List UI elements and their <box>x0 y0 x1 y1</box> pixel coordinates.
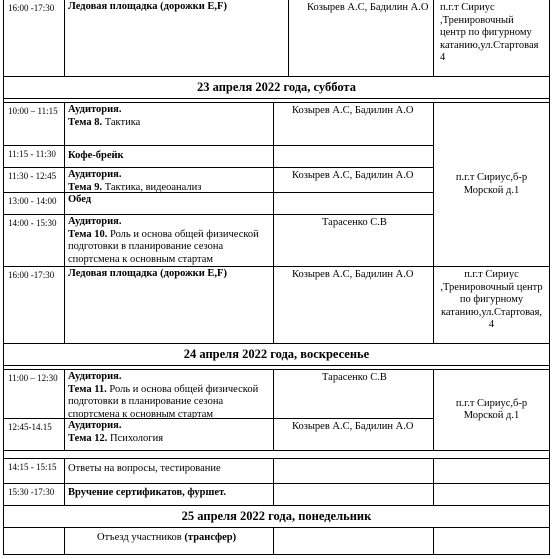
topic-label: Тема 9. <box>68 181 103 193</box>
time-cell <box>3 484 65 506</box>
activity-cell <box>65 419 274 451</box>
topic-text: Тактика <box>102 116 141 128</box>
trainer-cell <box>274 419 434 451</box>
trainer-cell <box>274 168 434 193</box>
activity-title: Ответы на вопросы, тестирование <box>68 463 221 474</box>
trainer-text: Козырев А.С, Бадилин А.О <box>307 2 429 13</box>
time-text: 16:00 -17:30 <box>8 3 55 13</box>
activity-cell <box>65 369 274 419</box>
time-cell <box>3 528 65 555</box>
time-text: 11:30 - 12:45 <box>8 171 57 181</box>
trainer-cell <box>289 0 434 77</box>
trainer-cell <box>274 102 434 146</box>
time-cell <box>3 215 65 267</box>
trainer-cell <box>274 484 434 506</box>
trainer-cell <box>274 528 434 555</box>
topic-label: Тема 11. <box>68 383 107 395</box>
time-text: 11:15 - 11:30 <box>8 149 56 159</box>
time-text: 12:45-14.15 <box>8 422 52 432</box>
time-cell <box>3 193 65 215</box>
spacer-row <box>3 451 550 459</box>
time-cell <box>3 146 65 168</box>
activity-title: Аудитория. <box>68 169 122 180</box>
trainer-cell <box>274 267 434 344</box>
location-text: п.г.т Сириус,б-р Морской д.1 <box>455 397 528 421</box>
activity-cell <box>65 146 274 168</box>
trainer-text: Козырев А.С, Бадилин А.О <box>292 269 414 280</box>
location-cell <box>434 459 550 484</box>
topic-label: Тема 12. <box>68 432 108 444</box>
day-header-text: 23 апреля 2022 года, суббота <box>197 80 356 95</box>
day-header <box>3 344 550 366</box>
trainer-text: Козырев А.С, Бадилин А.О <box>292 170 414 181</box>
day-header-text: 24 апреля 2022 года, воскресенье <box>183 347 370 362</box>
day-header <box>3 506 550 528</box>
topic-text: Психология <box>107 432 164 444</box>
time-cell <box>3 419 65 451</box>
activity-title: Вручение сертификатов, фуршет. <box>68 487 227 498</box>
topic-text: Роль и основа общей физической подготовки в планирование сезона спортсмена к основным стартам <box>68 228 259 265</box>
time-text: 14:15 - 15:15 <box>8 462 57 472</box>
time-text: 15:30 -17:30 <box>8 487 55 497</box>
activity-title: Аудитория. <box>68 104 122 115</box>
time-text: 11:00 – 12:30 <box>8 373 58 383</box>
trainer-text: Тарасенко С.В <box>322 217 387 228</box>
activity-cell <box>65 215 274 267</box>
trainer-cell <box>274 193 434 215</box>
activity-title: Кофе-брейк <box>68 150 124 161</box>
activity-title: Аудитория. <box>68 420 122 431</box>
trainer-cell <box>274 146 434 168</box>
activity-cell <box>65 193 274 215</box>
topic-label: Тема 8. <box>68 116 103 128</box>
trainer-cell <box>274 459 434 484</box>
location-cell-merged <box>434 369 550 451</box>
time-text: 10:00 – 11:15 <box>8 106 58 116</box>
time-cell <box>3 102 65 146</box>
topic-text: Роль и основа общей физической подготовки в планирование сезона спортсмена к основным стартам <box>68 383 259 419</box>
day-header-text: 25 апреля 2022 года, понедельник <box>181 509 372 524</box>
location-text: п.г.т Сириус ,Тренировочный центр по фигурному катанию,ул.Стартовая, 4 <box>440 269 543 330</box>
location-text: п.г.т Сириус ,Тренировочный центр по фигурному катанию,ул.Стартовая 4 <box>440 2 539 63</box>
transfer-label: (трансфер) <box>184 532 237 543</box>
time-text: 13:00 - 14:00 <box>8 196 57 206</box>
activity-cell <box>65 168 274 193</box>
activity-cell <box>65 267 274 344</box>
time-cell <box>3 369 65 419</box>
topic-label: Тема 10. <box>68 228 108 240</box>
location-cell <box>434 0 550 77</box>
trainer-cell <box>274 215 434 267</box>
time-cell <box>3 267 65 344</box>
time-cell <box>3 459 65 484</box>
trainer-text: Козырев А.С, Бадилин А.О <box>292 105 414 116</box>
activity-cell <box>65 102 274 146</box>
departure-text: Отъезд участников <box>97 532 185 543</box>
time-text: 16:00 -17:30 <box>8 270 55 280</box>
activity-title: Ледовая площадка (дорожки E,F) <box>68 268 227 279</box>
trainer-cell <box>274 369 434 419</box>
location-cell <box>434 484 550 506</box>
location-cell <box>434 528 550 555</box>
location-cell <box>434 267 550 344</box>
time-text: 14:00 - 15:30 <box>8 218 57 228</box>
time-cell <box>3 168 65 193</box>
topic-text: Тактика, видеоанализ <box>102 181 202 193</box>
activity-title: Аудитория. <box>68 371 122 382</box>
activity-cell <box>65 0 289 77</box>
activity-cell <box>65 528 274 555</box>
time-cell <box>3 0 65 77</box>
activity-title: Обед <box>68 194 92 205</box>
location-text: п.г.т Сириус,б-р Морской д.1 <box>455 172 528 196</box>
activity-title: Аудитория. <box>68 216 122 227</box>
trainer-text: Козырев А.С, Бадилин А.О <box>292 421 414 432</box>
day-header <box>3 77 550 99</box>
schedule-table <box>3 0 550 557</box>
location-cell-merged <box>434 102 550 267</box>
activity-title: Ледовая площадка (дорожки E,F) <box>68 1 227 12</box>
activity-cell <box>65 484 274 506</box>
trainer-text: Тарасенко С.В <box>322 372 387 383</box>
activity-cell <box>65 459 274 484</box>
